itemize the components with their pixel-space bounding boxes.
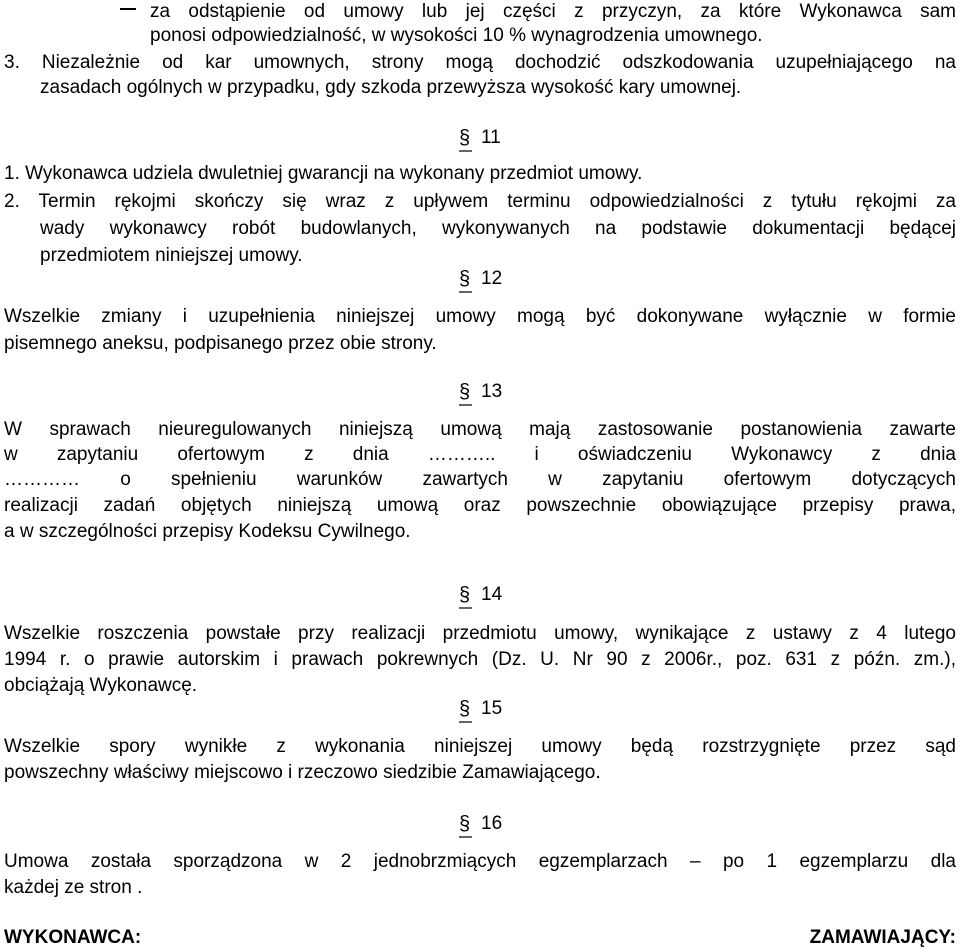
section-14-heading	[459, 583, 502, 611]
signature-client-label: ZAMAWIAJĄCY:	[809, 927, 956, 948]
svg-text:§: §	[459, 584, 471, 606]
sec11-item-1: 1. Wykonawca udziela dwuletniej gwarancji na wykonany przedmiot umowy.	[4, 163, 643, 184]
sec14-line-1: Wszelkie roszczenia powstałe przy realizacji przedmiotu umowy, wynikające z ustawy z 4 lutego	[4, 623, 956, 644]
section-12-heading	[459, 267, 502, 295]
sec16-line-1: Umowa została sporządzona w 2 jednobrzmiących egzemplarzach – po 1 egzemplarzu dla	[4, 851, 956, 872]
sec11-item-2-line-2: wady wykonawcy robót budowlanych, wykonywanych na podstawie dokumentacji będącej	[40, 218, 956, 239]
sec14-line-3: obciążają Wykonawcę.	[4, 675, 198, 696]
item-3-line-1: 3. Niezależnie od kar umownych, strony mogą dochodzić odszkodowania uzupełniającego na	[4, 52, 956, 73]
section-11-heading	[459, 126, 501, 154]
section-15-heading	[459, 697, 502, 725]
sec14-line-2: 1994 r. o prawie autorskim i prawach pokrewnych (Dz. U. Nr 90 z 2006r., poz. 631 z późn. zm.),	[4, 649, 956, 670]
svg-text:§: §	[459, 127, 471, 149]
sec13-line-1: W sprawach nieuregulowanych niniejszą umową mają zastosowanie postanowienia zawarte	[4, 419, 956, 440]
section-sign-icon	[459, 126, 473, 154]
section-12-number: 12	[481, 268, 503, 289]
section-sign-icon	[459, 583, 473, 611]
svg-text:§: §	[459, 381, 471, 403]
sec12-line-1: Wszelkie zmiany i uzupełnienia niniejszej umowy mogą być dokonywane wyłącznie w formie	[4, 306, 956, 327]
item-3-line-2: zasadach ogólnych w przypadku, gdy szkoda przewyższa wysokość kary umownej.	[40, 77, 742, 98]
section-13-number: 13	[481, 381, 503, 402]
section-13-heading	[459, 380, 502, 408]
sec13-line-5: a w szczególności przepisy Kodeksu Cywilnego.	[4, 521, 411, 542]
sec11-item-2-line-1: 2. Termin rękojmi skończy się wraz z upływem terminu odpowiedzialności z tytułu rękojmi za	[4, 191, 956, 212]
section-15-number: 15	[481, 698, 503, 719]
sec13-line-4: realizacji zadań objętych niniejszą umową oraz powszechnie obowiązujące przepisy prawa,	[4, 495, 956, 516]
bullet-item-line-1: za odstąpienie od umowy lub jej części z przyczyn, za które Wykonawca sam	[150, 1, 956, 22]
sec12-line-2: pisemnego aneksu, podpisanego przez obie strony.	[4, 333, 437, 354]
section-sign-icon	[459, 267, 473, 295]
bullet-item-line-2: ponosi odpowiedzialność, w wysokości 10 % wynagrodzenia umownego.	[150, 25, 763, 46]
sec16-line-2: każdej ze stron .	[4, 877, 143, 898]
section-16-heading	[459, 812, 502, 840]
section-16-number: 16	[481, 813, 503, 834]
svg-text:§: §	[459, 698, 471, 720]
section-sign-icon	[459, 812, 473, 840]
section-sign-icon	[459, 697, 473, 725]
sec15-line-1: Wszelkie spory wynikłe z wykonania niniejszej umowy będą rozstrzygnięte przez sąd	[4, 736, 956, 757]
svg-text:§: §	[459, 268, 471, 290]
dash-bullet	[120, 8, 136, 10]
svg-text:§: §	[459, 813, 471, 835]
section-sign-icon	[459, 380, 473, 408]
section-11-number: 11	[481, 127, 501, 148]
sec13-line-2: w zapytaniu ofertowym z dnia ……….. i oświadczeniu Wykonawcy z dnia	[4, 444, 956, 465]
section-14-number: 14	[481, 584, 503, 605]
sec13-line-3: ………… o spełnieniu warunków zawartych w zapytaniu ofertowym dotyczących	[4, 469, 956, 490]
sec15-line-2: powszechny właściwy miejscowo i rzeczowo siedzibie Zamawiającego.	[4, 762, 601, 783]
sec11-item-2-line-3: przedmiotem niniejszej umowy.	[40, 245, 303, 266]
signature-contractor-label: WYKONAWCA:	[4, 927, 142, 948]
